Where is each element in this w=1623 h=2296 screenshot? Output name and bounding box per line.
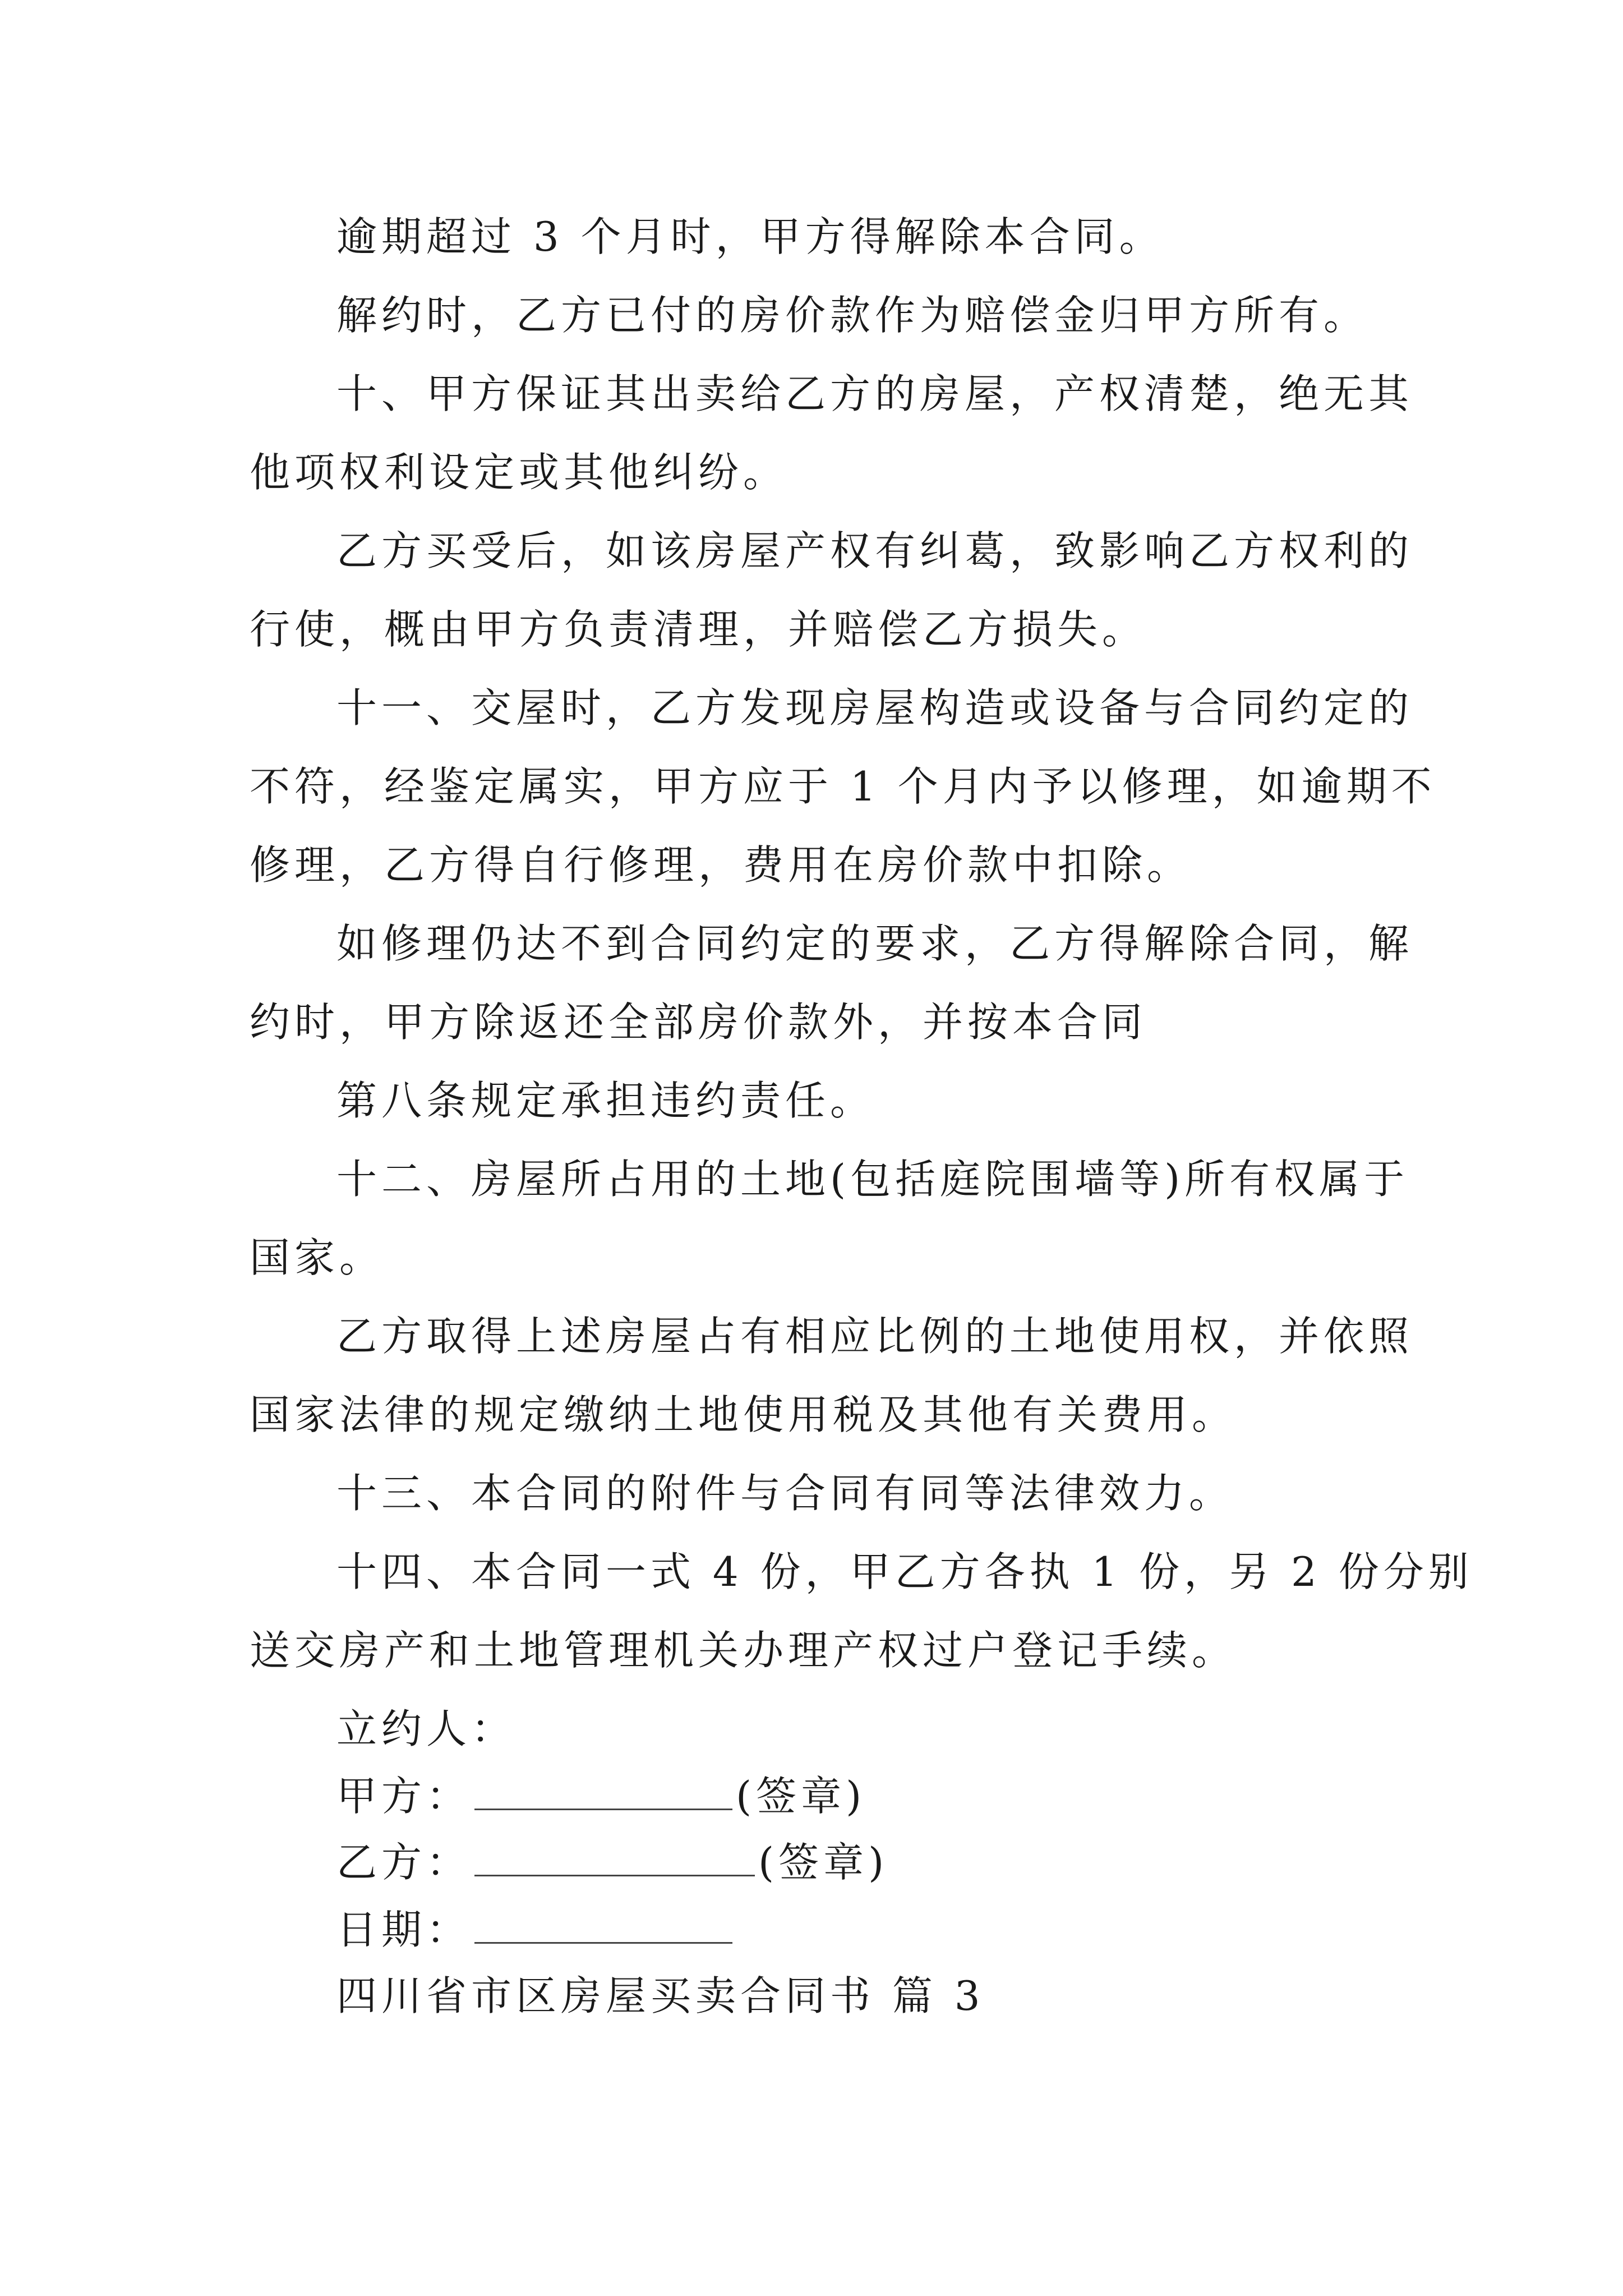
paragraph-line: 如修理仍达不到合同约定的要求，乙方得解除合同，解 (336, 920, 1414, 967)
paragraph-line: 解约时，乙方已付的房价款作为赔偿金归甲方所有。 (336, 292, 1369, 339)
paragraph-line: 乙方买受后，如该房屋产权有纠葛，致影响乙方权利的 (336, 527, 1414, 574)
party-a-seal-note: (签章) (736, 1773, 866, 1820)
paragraph-line: 送交房产和土地管理机关办理产权过户登记手续。 (250, 1627, 1237, 1674)
paragraph-line: 十、甲方保证其出卖给乙方的房屋，产权清楚，绝无其 (336, 370, 1414, 417)
paragraph-line: 乙方取得上述房屋占有相应比例的土地使用权，并依照 (336, 1313, 1414, 1360)
paragraph-line: 十二、房屋所占用的土地(包括庭院围墙等)所有权属于 (336, 1156, 1409, 1203)
paragraph-line: 国家法律的规定缴纳土地使用税及其他有关费用。 (250, 1391, 1237, 1438)
date-label: 日期： (336, 1906, 472, 1953)
signatories-heading: 立约人： (336, 1705, 517, 1752)
paragraph-line: 十一、交屋时，乙方发现房屋构造或设备与合同约定的 (336, 684, 1414, 731)
party-b-signature-row (336, 1834, 888, 1890)
paragraph-line: 修理，乙方得自行修理，费用在房价款中扣除。 (250, 841, 1192, 889)
next-section-title: 四川省市区房屋买卖合同书 篇 3 (336, 1972, 985, 2019)
paragraph-line: 他项权利设定或其他纠纷。 (250, 449, 789, 496)
party-b-label: 乙方： (336, 1839, 472, 1886)
paragraph-line: 不符，经鉴定属实，甲方应于 1 个月内予以修理，如逾期不 (250, 763, 1436, 810)
paragraph-line: 第八条规定承担违约责任。 (336, 1077, 875, 1124)
date-blank (474, 1903, 732, 1944)
paragraph-line: 十四、本合同一式 4 份，甲乙方各执 1 份，另 2 份分别 (336, 1548, 1473, 1595)
party-a-label: 甲方： (336, 1773, 472, 1820)
date-row (336, 1902, 736, 1958)
paragraph-line: 逾期超过 3 个月时，甲方得解除本合同。 (336, 213, 1164, 260)
paragraph-line: 行使，概由甲方负责清理，并赔偿乙方损失。 (250, 606, 1147, 653)
party-b-seal-note: (签章) (758, 1839, 889, 1886)
paragraph-line: 十三、本合同的附件与合同有同等法律效力。 (336, 1470, 1234, 1517)
party-a-signature-blank (474, 1769, 732, 1810)
party-b-signature-blank (474, 1835, 755, 1876)
paragraph-line: 约时，甲方除返还全部房价款外，并按本合同 (250, 999, 1147, 1046)
party-a-signature-row (336, 1768, 866, 1824)
paragraph-line: 国家。 (250, 1234, 385, 1281)
